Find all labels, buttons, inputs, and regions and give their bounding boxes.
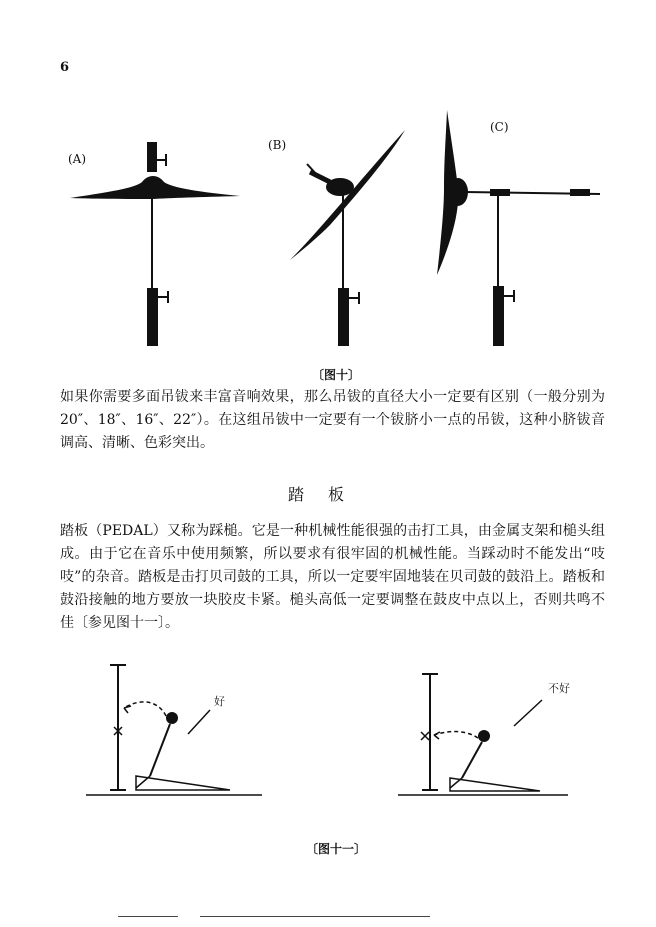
figure10-label-b: (B) <box>268 138 287 152</box>
section-title-pedal: 踏板 <box>287 485 368 504</box>
cymbal-stand-a <box>70 142 240 346</box>
figure10-caption: 〔图十〕 <box>312 368 361 382</box>
page-number: 6 <box>60 60 70 75</box>
figure11-caption: 〔图十一〕 <box>306 842 367 856</box>
cymbal-stand-b <box>290 130 405 346</box>
paragraph-pedal-description: 踏板（PEDAL）又称为踩槌。它是一种机械性能很强的击打工具，由金属支架和槌头组成。由于它在音乐中使用频繁，所以要求有很牢固的机械性能。当踩动时不能发出“吱吱”的杂音。踏板是击打贝司鼓的工具，所以一定要牢固地装在贝司鼓的鼓沿上。踏板和鼓沿接触的地方要放一块胶皮卡紧。槌头高低一定要调整在鼓皮中点以上，否则共鸣不佳〔参见图十一〕。 <box>60 523 605 631</box>
footer-rule-right <box>200 916 430 917</box>
pedal-diagram-bad <box>398 674 568 795</box>
figure10-label-a: (A) <box>68 152 87 166</box>
pedal-diagram-good <box>86 665 262 795</box>
paragraph-cymbal-sizes: 如果你需要多面吊钹来丰富音响效果，那么吊钹的直径大小一定要有区别（一般分别为20″、18″、16″、22″）。在这组吊钹中一定要有一个钹脐小一点的吊钹，这种小脐钹音调高、清晰、色彩突出。 <box>60 389 605 451</box>
cymbal-stand-c <box>437 110 600 346</box>
figure10-label-c: (C) <box>490 120 509 134</box>
figure11-label-bad: 不好 <box>548 682 570 695</box>
footer-rule-left <box>118 916 178 917</box>
figure11-label-good: 好 <box>214 695 225 708</box>
figure10-illustration <box>0 100 656 360</box>
